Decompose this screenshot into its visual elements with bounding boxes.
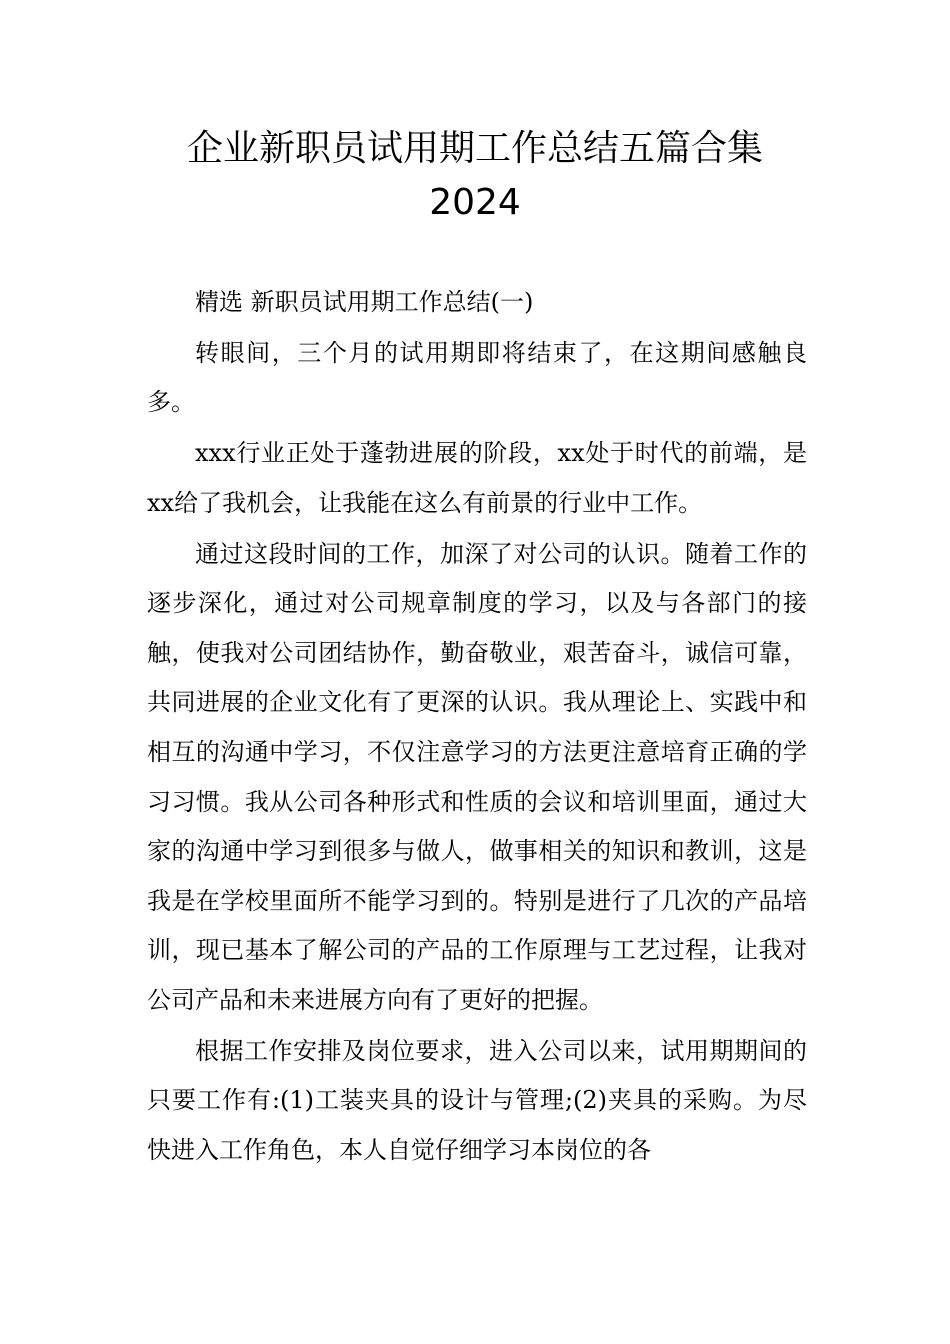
paragraph: 通过这段时间的工作，加深了对公司的认识。随着工作的逐步深化，通过对公司规章制度的学习，以及与各部门的接触，使我对公司团结协作，勤奋敬业，艰苦奋斗，诚信可靠，共同进展的企业文化有了更深的认识。我从理论上、实践中和相互的沟通中学习，不仅注意学习的方法更注意培育正确的学习习惯。我从公司各种形式和性质的会议和培训里面，通过大家的沟通中学习到很多与做人，做事相关的知识和教训，这是我是在学校里面所不能学习到的。特别是进行了几次的产品培训，现已基本了解公司的产品的工作原理与工艺过程，让我对公司产品和未来进展方向有了更好的把握。 — [147, 539, 807, 1014]
paragraph: 转眼间，三个月的试用期即将结束了，在这期间感触良多。 — [147, 338, 807, 417]
document-title — [100, 122, 850, 230]
title-line-1: 企业新职员试用期工作总结五篇合集 — [186, 128, 763, 169]
section-heading: 精选 新职员试用期工作总结(一) — [195, 288, 534, 316]
title-line-2: 2024 — [429, 182, 521, 223]
paragraph: 根据工作安排及岗位要求，进入公司以来，试用期期间的只要工作有:(1)工装夹具的设计与管理;(2)夹具的采购。为尽快进入工作角色，本人自觉仔细学习本岗位的各 — [147, 1036, 807, 1164]
document-body — [147, 278, 807, 1175]
paragraph: xxx行业正处于蓬勃进展的阶段，xx处于时代的前端，是xx给了我机会，让我能在这么有前景的行业中工作。 — [147, 439, 807, 517]
